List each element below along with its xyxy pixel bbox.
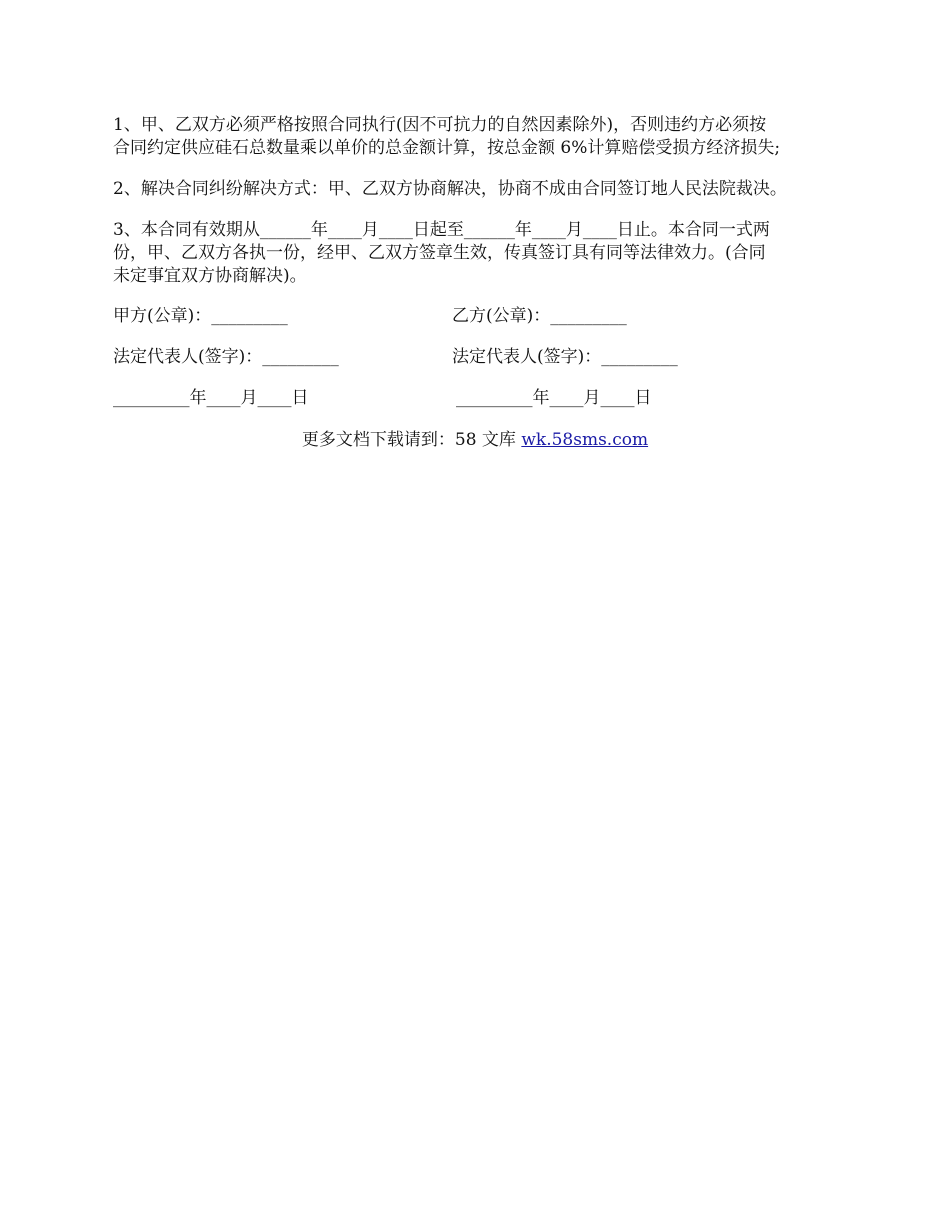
party-b-date-field: _________年____月____日 bbox=[456, 388, 652, 408]
party-b-representative-field: 法定代表人(签字)：_________ bbox=[452, 347, 678, 367]
footer bbox=[0, 429, 950, 452]
party-a-representative-field: 法定代表人(签字)：_________ bbox=[113, 347, 339, 367]
clause-1-line-1: 1、甲、乙双方必须严格按照合同执行(因不可抗力的自然因素除外)，否则违约方必须按 bbox=[113, 115, 767, 135]
footer-text: 更多文档下载请到：58 文库 bbox=[301, 430, 522, 450]
footer-link[interactable]: wk.58sms.com bbox=[521, 430, 649, 450]
party-a-seal-field: 甲方(公章)：_________ bbox=[113, 306, 288, 326]
clause-3-line-3: 未定事宜双方协商解决)。 bbox=[113, 266, 307, 286]
clause-3-line-2: 份，甲、乙双方各执一份，经甲、乙双方签章生效，传真签订具有同等法律效力。(合同 bbox=[113, 243, 766, 263]
party-b-seal-field: 乙方(公章)：_________ bbox=[452, 306, 627, 326]
clause-2-line-1: 2、解决合同纠纷解决方式：甲、乙双方协商解决，协商不成由合同签订地人民法院裁决。 bbox=[113, 179, 787, 199]
clause-3 bbox=[113, 219, 843, 288]
clause-1-line-2: 合同约定供应硅石总数量乘以单价的总金额计算，按总金额 6%计算赔偿受损方经济损失; bbox=[113, 138, 781, 158]
party-a-date-field: _________年____月____日 bbox=[113, 388, 309, 408]
clause-3-line-1: 3、本合同有效期从______年____月____日起至______年____月____日止。本合同一式两 bbox=[113, 220, 770, 240]
clause-2 bbox=[113, 178, 843, 201]
clause-1 bbox=[113, 114, 843, 160]
